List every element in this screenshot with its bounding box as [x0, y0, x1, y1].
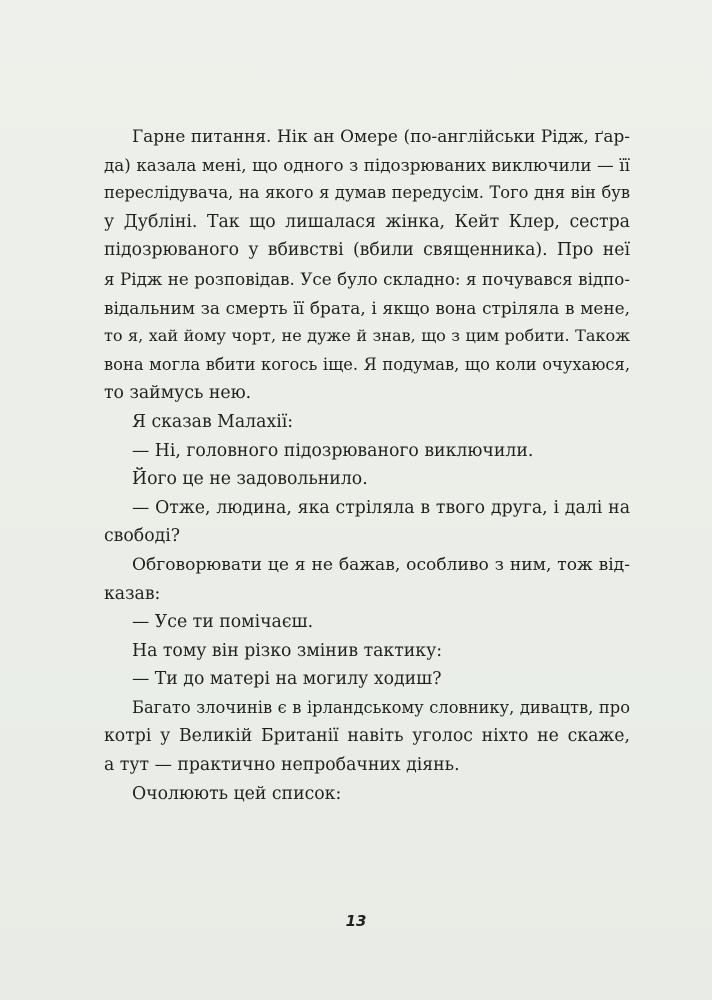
text-line: вона могла вбити когось іще. Я подумав, що коли очухаюся, [104, 354, 630, 374]
text-line: На тому він різко змінив тактику: [132, 640, 443, 661]
text-line: свободі? [104, 526, 181, 547]
page-number: 13 [345, 912, 367, 930]
text-line: — Отже, людина, яка стріляла в твого друга, і далі на [132, 497, 630, 518]
text-line: Його це не задовольнило. [132, 469, 368, 490]
page-text [104, 122, 630, 808]
text-line: Очолюють цей список: [132, 783, 342, 804]
text-line: то займусь нею. [104, 383, 252, 404]
text-line: да) казала мені, що одного з підозрюваних виключили — її [104, 154, 630, 175]
text-line: котрі у Великій Британії навіть уголос ніхто не скаже, [104, 726, 630, 747]
text-line: підозрюваного у вбивстві (вбили священника). Про неї [104, 240, 630, 261]
text-line: Я сказав Малахії: [132, 411, 294, 432]
text-line: а тут — практично непробачних діянь. [104, 755, 460, 776]
text-line: — Ні, головного підозрюваного виключили. [132, 440, 534, 461]
text-line: Обговорювати це я не бажав, особливо з ним, тож від- [132, 554, 630, 575]
text-line: переслідувача, на якого я думав передусім. Того дня він був [104, 183, 630, 203]
text-line: я Рідж не розповідав. Усе було складно: я почувався відпо- [104, 268, 630, 289]
text-line: — Ти до матері на могилу ходиш? [132, 669, 442, 690]
text-line: у Дубліні. Так що лишалася жінка, Кейт Клер, сестра [104, 211, 630, 232]
text-line: відальним за смерть її брата, і якщо вона стріляла в мене, [104, 297, 630, 318]
text-line: Гарне питання. Нік ан Омере (по-англійськи Рідж, ґар- [132, 126, 630, 146]
text-line: казав: [104, 583, 161, 604]
text-line: — Усе ти помічаєш. [132, 612, 314, 633]
text-line: то я, хай йому чорт, не дуже й знав, що з цим робити. Також [104, 326, 630, 346]
text-line: Багато злочинів є в ірландському словнику, дивацтв, про [132, 697, 630, 717]
